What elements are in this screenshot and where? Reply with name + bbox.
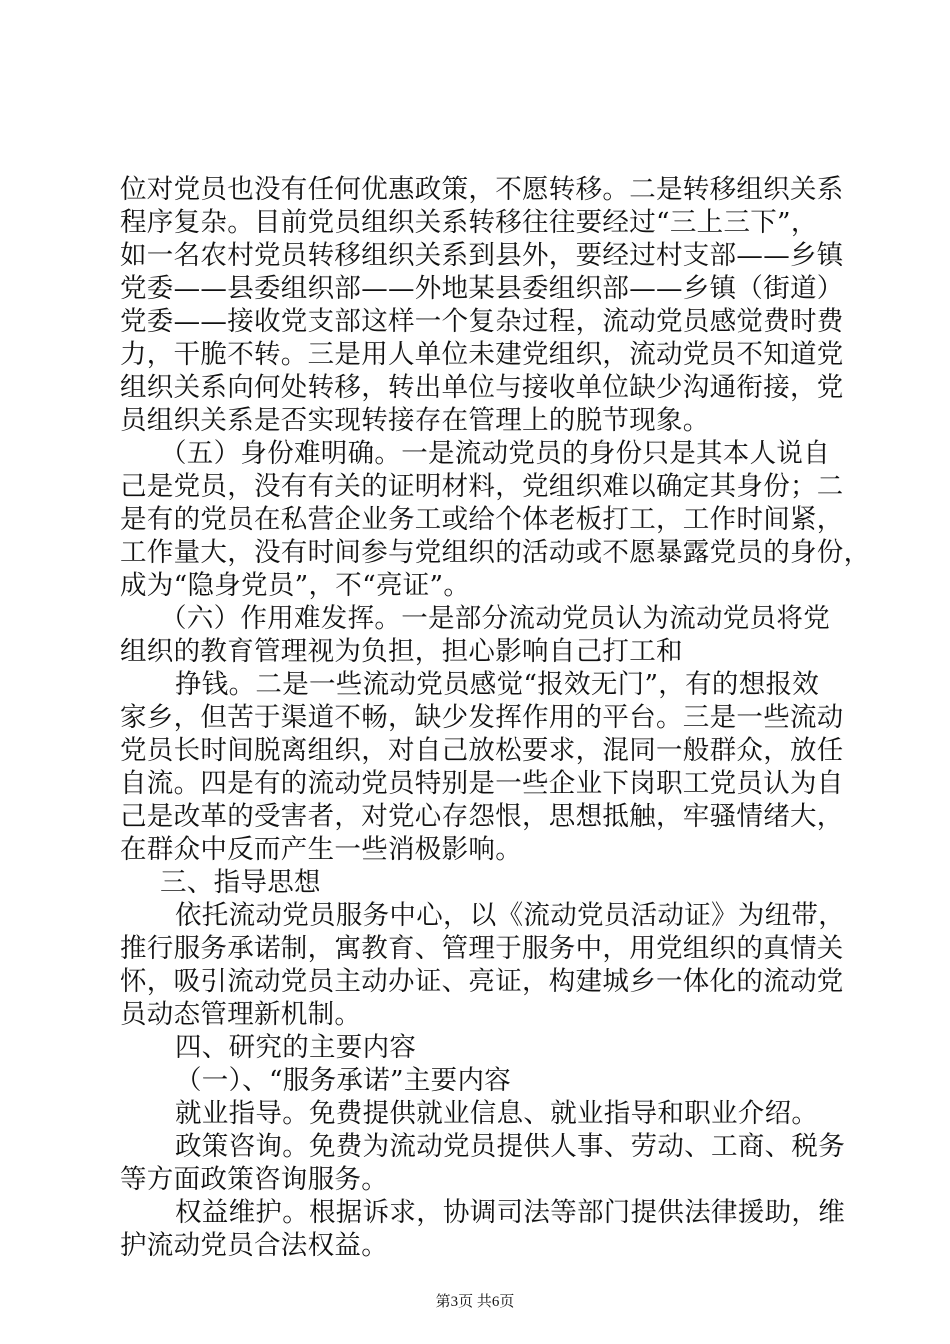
text-line: 党委——接收党支部这样一个复杂过程，流动党员感觉费时费 [120, 306, 844, 337]
text-line: 党员长时间脱离组织，对自己放松要求，混同一般群众，放任 [120, 735, 844, 766]
text-line: 组织的教育管理视为负担，担心影响自己打工和 [120, 636, 683, 667]
text-line: 员动态管理新机制。 [120, 999, 362, 1030]
text-line: 依托流动党员服务中心，以《流动党员活动证》为纽带， [175, 900, 845, 931]
page-number-footer: 第3页 共6页 [435, 1294, 515, 1310]
section-heading: 三、指导思想 [160, 867, 321, 898]
subsection-heading: （一）、“服务承诺”主要内容 [175, 1065, 512, 1096]
text-line: 己是改革的受害者，对党心存怨恨，思想抵触，牢骚情绪大， [120, 801, 844, 832]
text-line: 就业指导。免费提供就业信息、就业指导和职业介绍。 [175, 1098, 819, 1129]
text-line: 成为“隐身党员”，不“亮证”。 [120, 570, 471, 601]
text-line: 是有的党员在私营企业务工或给个体老板打工，工作时间紧， [120, 504, 844, 535]
text-line: 推行服务承诺制，寓教育、管理于服务中，用党组织的真情关 [120, 933, 844, 964]
text-line: 组织关系向何处转移，转出单位与接收单位缺少沟通衔接，党 [120, 372, 844, 403]
text-line: 自流。四是有的流动党员特别是一些企业下岗职工党员认为自 [120, 768, 844, 799]
section-heading: 四、研究的主要内容 [175, 1032, 417, 1063]
text-line: （五）身份难明确。一是流动党员的身份只是其本人说自 [160, 438, 830, 469]
text-line: 己是党员，没有有关的证明材料，党组织难以确定其身份；二 [120, 471, 844, 502]
text-line: 位对党员也没有任何优惠政策，不愿转移。二是转移组织关系 [120, 174, 844, 205]
text-line: 家乡，但苦于渠道不畅，缺少发挥作用的平台。三是一些流动 [120, 702, 844, 733]
text-line: （六）作用难发挥。一是部分流动党员认为流动党员将党 [160, 603, 830, 634]
text-line: 权益维护。根据诉求，协调司法等部门提供法律援助，维 [175, 1197, 845, 1228]
text-line: 怀，吸引流动党员主动办证、亮证，构建城乡一体化的流动党 [120, 966, 844, 997]
text-line: 在群众中反而产生一些消极影响。 [120, 834, 522, 865]
text-line: 政策咨询。免费为流动党员提供人事、劳动、工商、税务 [175, 1131, 845, 1162]
text-line: 员组织关系是否实现转接存在管理上的脱节现象。 [120, 405, 710, 436]
text-line: 如一名农村党员转移组织关系到县外，要经过村支部——乡镇 [120, 240, 844, 271]
text-line: 挣钱。二是一些流动党员感觉“报效无门”，有的想报效 [175, 669, 820, 700]
text-line: 工作量大，没有时间参与党组织的活动或不愿暴露党员的身份， [120, 537, 871, 568]
text-line: 程序复杂。目前党员组织关系转移往往要经过“三上三下”， [120, 207, 818, 238]
text-line: 力，干脆不转。三是用人单位未建党组织，流动党员不知道党 [120, 339, 844, 370]
text-line: 护流动党员合法权益。 [120, 1230, 388, 1261]
text-line: 党委——县委组织部——外地某县委组织部——乡镇（街道） [120, 273, 844, 304]
text-line: 等方面政策咨询服务。 [120, 1164, 388, 1195]
